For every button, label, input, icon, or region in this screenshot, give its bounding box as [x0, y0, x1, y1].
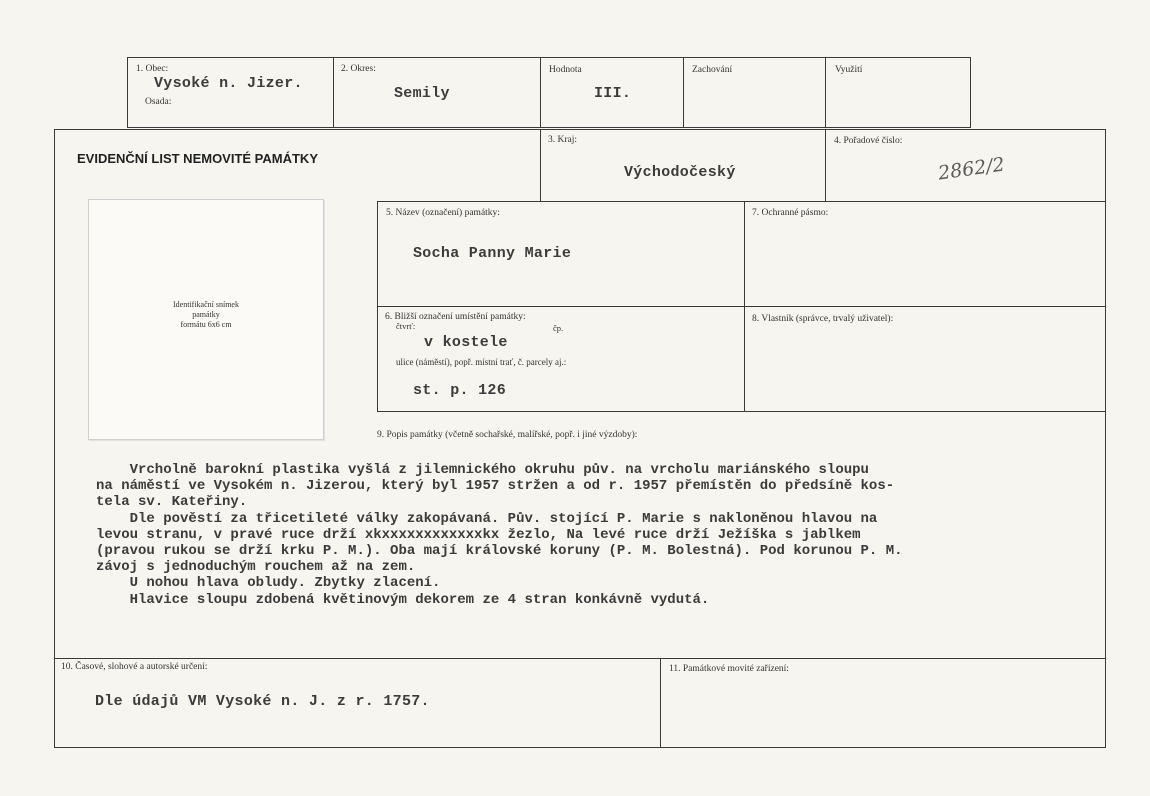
ctvrt-label: čtvrť: — [396, 321, 416, 331]
popis-line: (pravou rukou se drží krku P. M.). Oba mají královské koruny (P. M. Bolestná). Pod korunou P. M. — [96, 543, 903, 559]
umisteni-label: 6. Bližší označení umístění památky: — [385, 312, 526, 322]
zachovani-label: Zachování — [692, 65, 733, 75]
kraj-value: Východočeský — [624, 164, 736, 181]
movite-label: 11. Památkové movité zařízení: — [669, 664, 789, 674]
ochranne-label: 7. Ochranné pásmo: — [752, 208, 829, 218]
popis-line: Vrcholně barokní plastika vyšlá z jilemnického okruhu pův. na vrcholu mariánského sloupu — [96, 462, 869, 478]
ulice-label: ulice (náměstí), popř. místní trať, č. parcely aj.: — [396, 357, 567, 367]
popis-label: 9. Popis památky (včetně sochařské, malířské, popř. i jiné výzdoby): — [377, 430, 638, 440]
poradove-label: 4. Pořadové číslo: — [834, 136, 903, 146]
photo-caption-line-3: formátu 6x6 cm — [180, 320, 232, 329]
popis-line: tela sv. Kateřiny. — [96, 494, 248, 510]
vyuziti-label: Využití — [835, 65, 863, 75]
parcela-value: st. p. 126 — [413, 382, 507, 399]
popis-line: U nohou hlava obludy. Zbytky zlacení. — [96, 575, 441, 591]
form-title: EVIDENČNÍ LIST NEMOVITÉ PAMÁTKY — [77, 151, 318, 166]
okres-label: 2. Okres: — [341, 64, 376, 74]
okres-value: Semily — [394, 85, 450, 102]
osada-label: Osada: — [145, 97, 172, 107]
photo-caption-line-2: památky — [192, 310, 220, 319]
ctvrt-value: v kostele — [424, 334, 508, 351]
vlastnik-label: 8. Vlastník (správce, trvalý uživatel): — [752, 314, 894, 324]
photo-caption-line-1: Identifikační snímek — [173, 300, 239, 309]
cp-label: čp. — [553, 323, 564, 333]
nazev-value: Socha Panny Marie — [413, 245, 572, 262]
casove-label: 10. Časové, slohové a autorské určení: — [61, 662, 208, 672]
photo-caption — [89, 300, 323, 330]
hodnota-label: Hodnota — [549, 65, 582, 75]
popis-line: levou stranu, v pravé ruce drží xkxxxxxxxxxxxxkx žezlo, Na levé ruce drží Ježíška s jablkem — [96, 527, 861, 543]
popis-line: na náměstí ve Vysokém n. Jizerou, který byl 1957 stržen a od r. 1957 přemístěn do předsíně kos- — [96, 478, 895, 494]
casove-value: Dle údajů VM Vysoké n. J. z r. 1757. — [95, 693, 430, 710]
obec-label: 1. Obec: — [136, 64, 169, 74]
kraj-label: 3. Kraj: — [548, 135, 578, 145]
hodnota-value: III. — [594, 85, 632, 102]
poradove-value: 2862/2 — [936, 153, 1007, 185]
obec-value: Vysoké n. Jizer. — [154, 75, 303, 92]
nazev-label: 5. Název (označení) památky: — [386, 208, 500, 218]
popis-line: Dle pověstí za třicetileté války zakopávaná. Pův. stojící P. Marie s nakloněnou hlavou na — [96, 511, 878, 527]
photo-placeholder — [88, 199, 324, 440]
popis-line: závoj s jednoduchým rouchem až na zem. — [96, 559, 416, 575]
popis-line: Hlavice sloupu zdobená květinovým dekorem ze 4 stran konkávně vydutá. — [96, 592, 710, 608]
